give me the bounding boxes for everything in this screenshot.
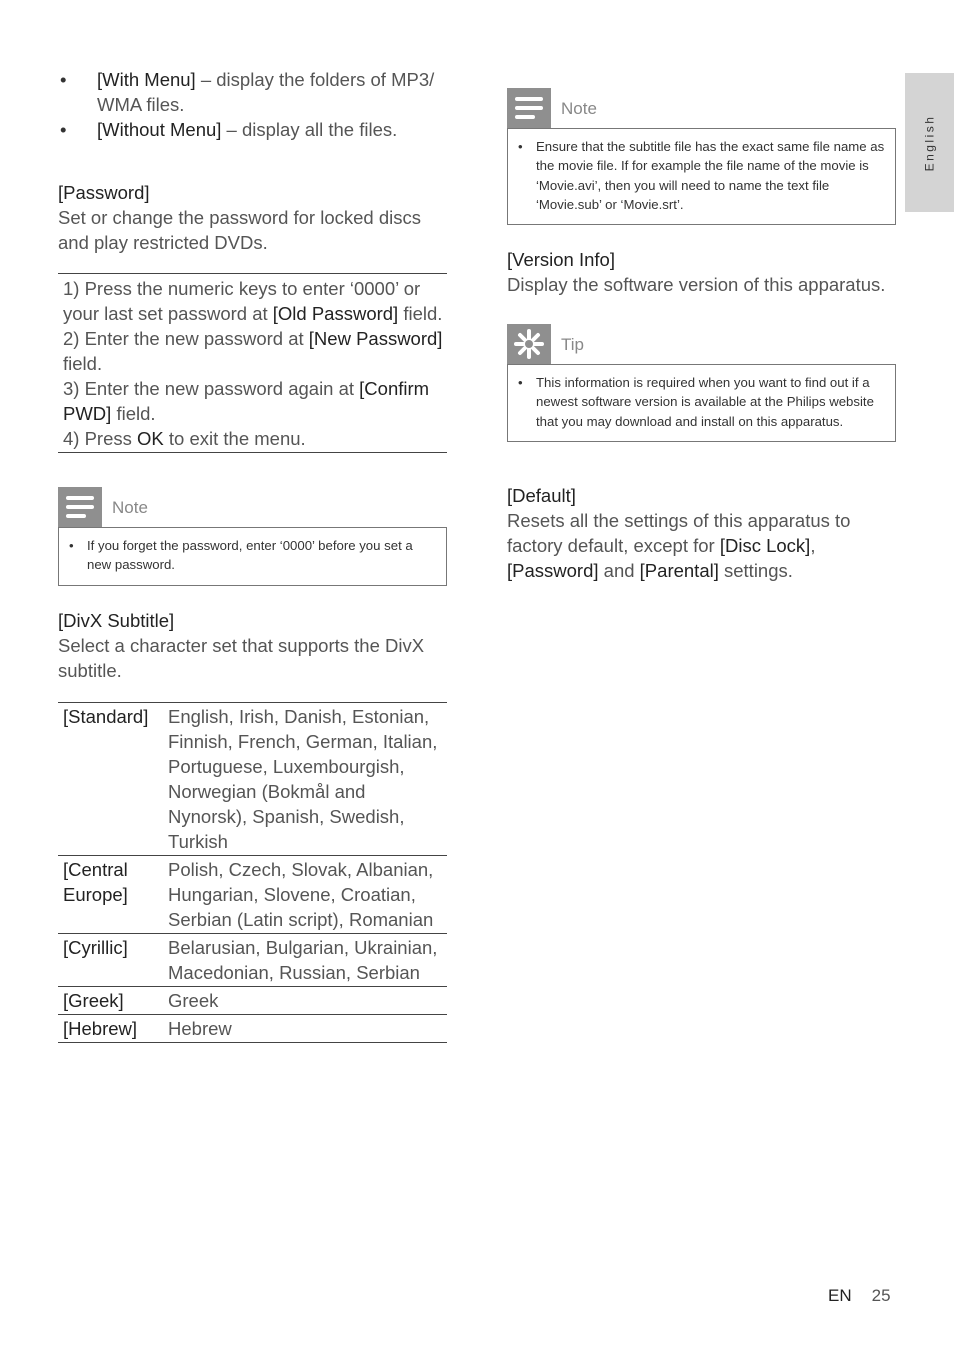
divx-heading: [DivX Subtitle] [58,610,175,631]
note-header [58,487,447,527]
bullet-icon: • [69,538,74,553]
version-section [507,247,896,297]
page-footer [828,1283,891,1308]
default-section [507,483,896,583]
note-body [507,128,896,225]
subtitle-note [507,88,896,225]
page-number: 25 [871,1286,891,1305]
list-item [58,67,447,117]
step-4: 4) Press OK to exit the menu. [63,428,306,449]
note-icon [58,487,102,527]
charset-key: [Standard] [58,703,163,856]
list-item: • Ensure that the subtitle file has the exact same file name as the movie file. If for example the file name of the movie is ‘Movie.avi’, then you will need to name the text file ‘Movie.sub’ or ‘Movie.srt’. [518,139,885,212]
new-password-key: [New Password] [308,328,443,349]
step-1: 1) Press the numeric keys to enter ‘0000’ or your last set password at [Old Password] field. [63,278,443,324]
old-password-key: [Old Password] [272,303,399,324]
note-header [507,88,896,128]
tip-header [507,324,896,364]
password-description: Set or change the password for locked discs and play restricted DVDs. [58,207,421,253]
charset-languages: Greek [163,987,447,1015]
tip-body [507,364,896,442]
note-title: Note [112,498,148,517]
charset-languages: Hebrew [163,1015,447,1043]
step-3: 3) Enter the new password again at [Confirm PWD] field. [63,378,430,424]
bullet-icon: • [518,375,523,390]
disc-lock-key: [Disc Lock] [719,535,811,556]
table-row [58,987,447,1015]
charset-table [58,702,447,1043]
divx-section [58,608,447,683]
charset-table-wrap [58,702,447,1043]
charset-key: [Central Europe] [58,856,163,934]
version-heading: [Version Info] [507,249,615,270]
footer-language: EN [828,1286,852,1305]
bullet-icon: • [518,139,523,154]
menu-options-list [58,67,447,142]
default-heading: [Default] [507,485,576,506]
charset-key: [Hebrew] [58,1015,163,1043]
language-tab-label: English [922,114,936,171]
password-key: [Password] [507,560,599,581]
bullet-icon: • [60,69,67,90]
option-desc: – display the folders of MP3/ WMA files. [97,69,435,115]
list-item [58,117,447,142]
option-key: [With Menu] [97,69,196,90]
password-heading: [Password] [58,182,150,203]
divx-description: Select a character set that supports the DivX subtitle. [58,635,425,681]
note-icon [507,88,551,128]
charset-languages: English, Irish, Danish, Estonian, Finnish, French, German, Italian, Portuguese, Luxembourgish, Norwegian (Bokmål and Nynorsk), Spanish, Swedish, Turkish [163,703,447,856]
table-row [58,1015,447,1043]
note-body [58,527,447,586]
version-description: Display the software version of this apparatus. [507,274,886,295]
tip-icon [507,324,551,364]
charset-key: [Cyrillic] [58,934,163,987]
default-description: Resets all the settings of this apparatus to factory default, except for [Disc Lock], [Password] and [Parental] settings. [507,510,851,581]
password-steps [58,273,447,453]
charset-languages: Polish, Czech, Slovak, Albanian, Hungarian, Slovene, Croatian, Serbian (Latin script), Romanian [163,856,447,934]
option-key: [Without Menu] [97,119,222,140]
list-item: • If you forget the password, enter ‘0000’ before you set a new password. [69,538,413,573]
version-tip [507,324,896,442]
table-row [58,934,447,987]
table-row [58,703,447,856]
bullet-icon: • [60,119,67,140]
left-column [58,67,447,142]
confirm-pwd-key: [Confirm PWD] [63,378,430,424]
table-row [58,856,447,934]
ok-key: OK [137,428,164,449]
option-desc: – display all the files. [221,119,398,140]
charset-languages: Belarusian, Bulgarian, Ukrainian, Macedonian, Russian, Serbian [163,934,447,987]
charset-key: [Greek] [58,987,163,1015]
note-title: Note [561,99,597,118]
steps-box [58,273,447,453]
list-item: • This information is required when you want to find out if a newest software version is available at the Philips website that you may download and install on this apparatus. [518,375,874,429]
tip-title: Tip [561,335,584,354]
step-2: 2) Enter the new password at [New Password] field. [63,328,443,374]
password-note [58,487,447,586]
parental-key: [Parental] [639,560,719,581]
password-section [58,180,447,255]
language-side-tab [905,73,954,212]
